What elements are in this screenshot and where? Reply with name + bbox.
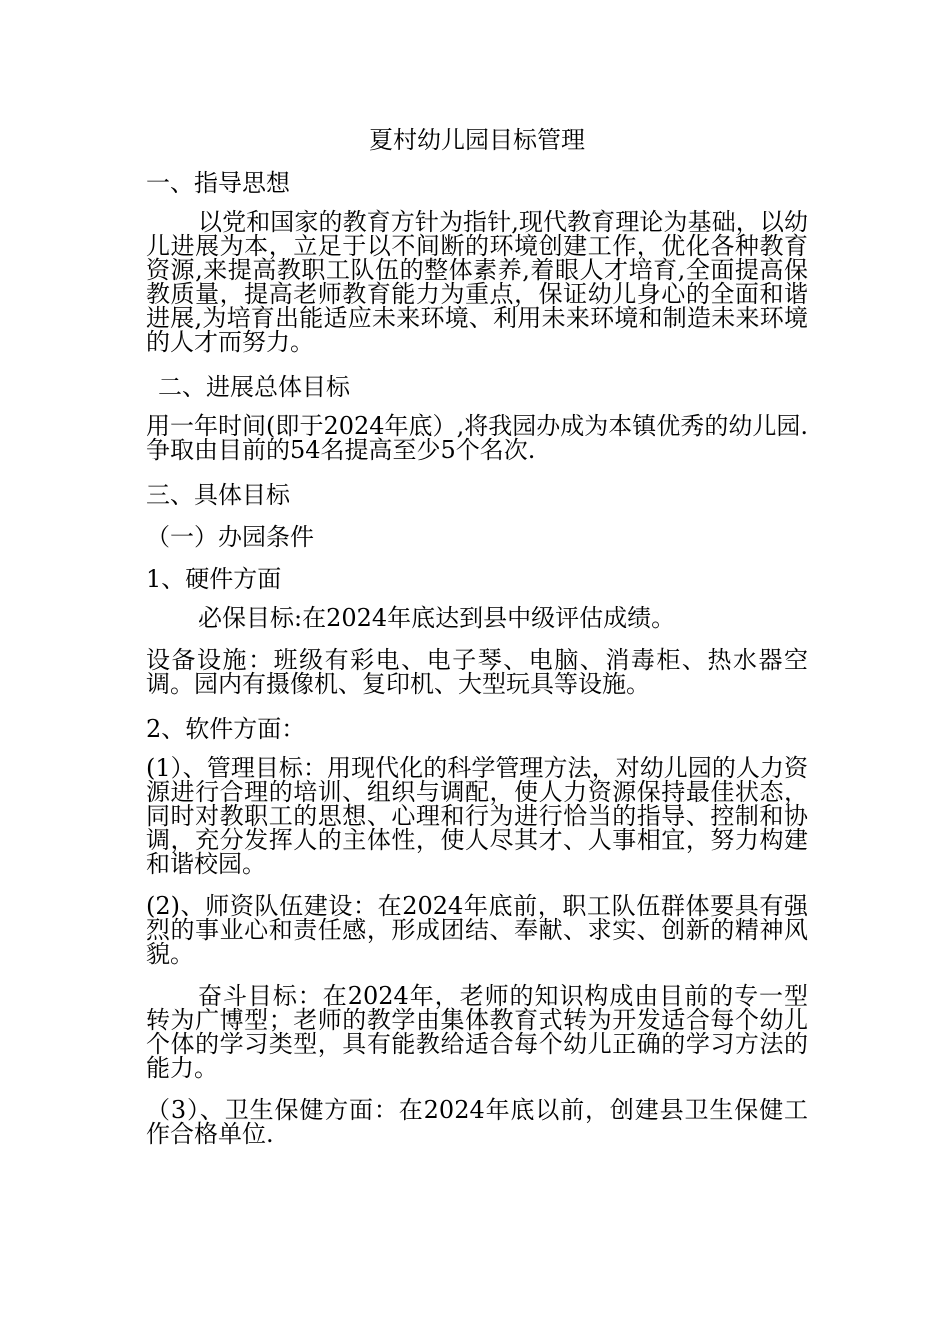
- document-body: [146, 120, 808, 1164]
- paragraph-guiding-ideology: 以党和国家的教育方针为指针,现代教育理论为基础，以幼儿进展为本，立足于以不间断的环境创建工作，优化各种教育资源,来提高教职工队伍的整体素养,着眼人才培育,全面提高保教质量，提高老师教育能力为重点，保证幼儿身心的全面和谐进展,为培育出能适应未来环境、利用未来环境和制造未来环境的人才而努力。: [146, 208, 808, 356]
- document-title: 夏村幼儿园目标管理: [369, 126, 585, 154]
- paragraph-management-goal: (1）、管理目标：用现代化的科学管理方法，对幼儿园的人力资源进行合理的培训、组织与调配，使人力资源保持最佳状态，同时对教职工的思想、心理和行为进行恰当的指导、控制和协调，充分发挥人的主体性，使人尽其才、人事相宜，努力构建和谐校园。: [146, 754, 808, 878]
- paragraph-teacher-team: (2)、师资队伍建设：在2024年底前，职工队伍群体要具有强烈的事业心和责任感，形成团结、奉献、求实、创新的精神风貌。: [146, 892, 808, 968]
- paragraph-health-care: （3）、卫生保健方面：在2024年底以前，创建县卫生保健工作合格单位.: [146, 1096, 808, 1148]
- paragraph-overall-goal: 用一年时间(即于2024年底）,将我园办成为本镇优秀的幼儿园.争取由目前的54名提高至少5个名次.: [146, 412, 808, 464]
- section-heading-guiding-ideology: 一、指导思想: [146, 169, 290, 197]
- paragraph-hardware-goal: 必保目标:在2024年底达到县中级评估成绩。: [198, 604, 676, 632]
- item-heading-software: 2、软件方面：: [146, 715, 306, 743]
- section-heading-overall-goal: 二、进展总体目标: [158, 373, 350, 401]
- paragraph-struggle-goal: 奋斗目标：在2024年，老师的知识构成由目前的专一型转为广博型；老师的教学由集体教育式转为开发适合每个幼儿个体的学习类型，具有能教给适合每个幼儿正确的学习方法的能力。: [146, 982, 808, 1082]
- subsection-heading-conditions: （一）办园条件: [146, 523, 314, 551]
- section-heading-specific-goals: 三、具体目标: [146, 481, 290, 509]
- paragraph-equipment: 设备设施：班级有彩电、电子琴、电脑、消毒柜、热水器空调。园内有摄像机、复印机、大型玩具等设施。: [146, 646, 808, 698]
- item-heading-hardware: 1、硬件方面: [146, 565, 282, 593]
